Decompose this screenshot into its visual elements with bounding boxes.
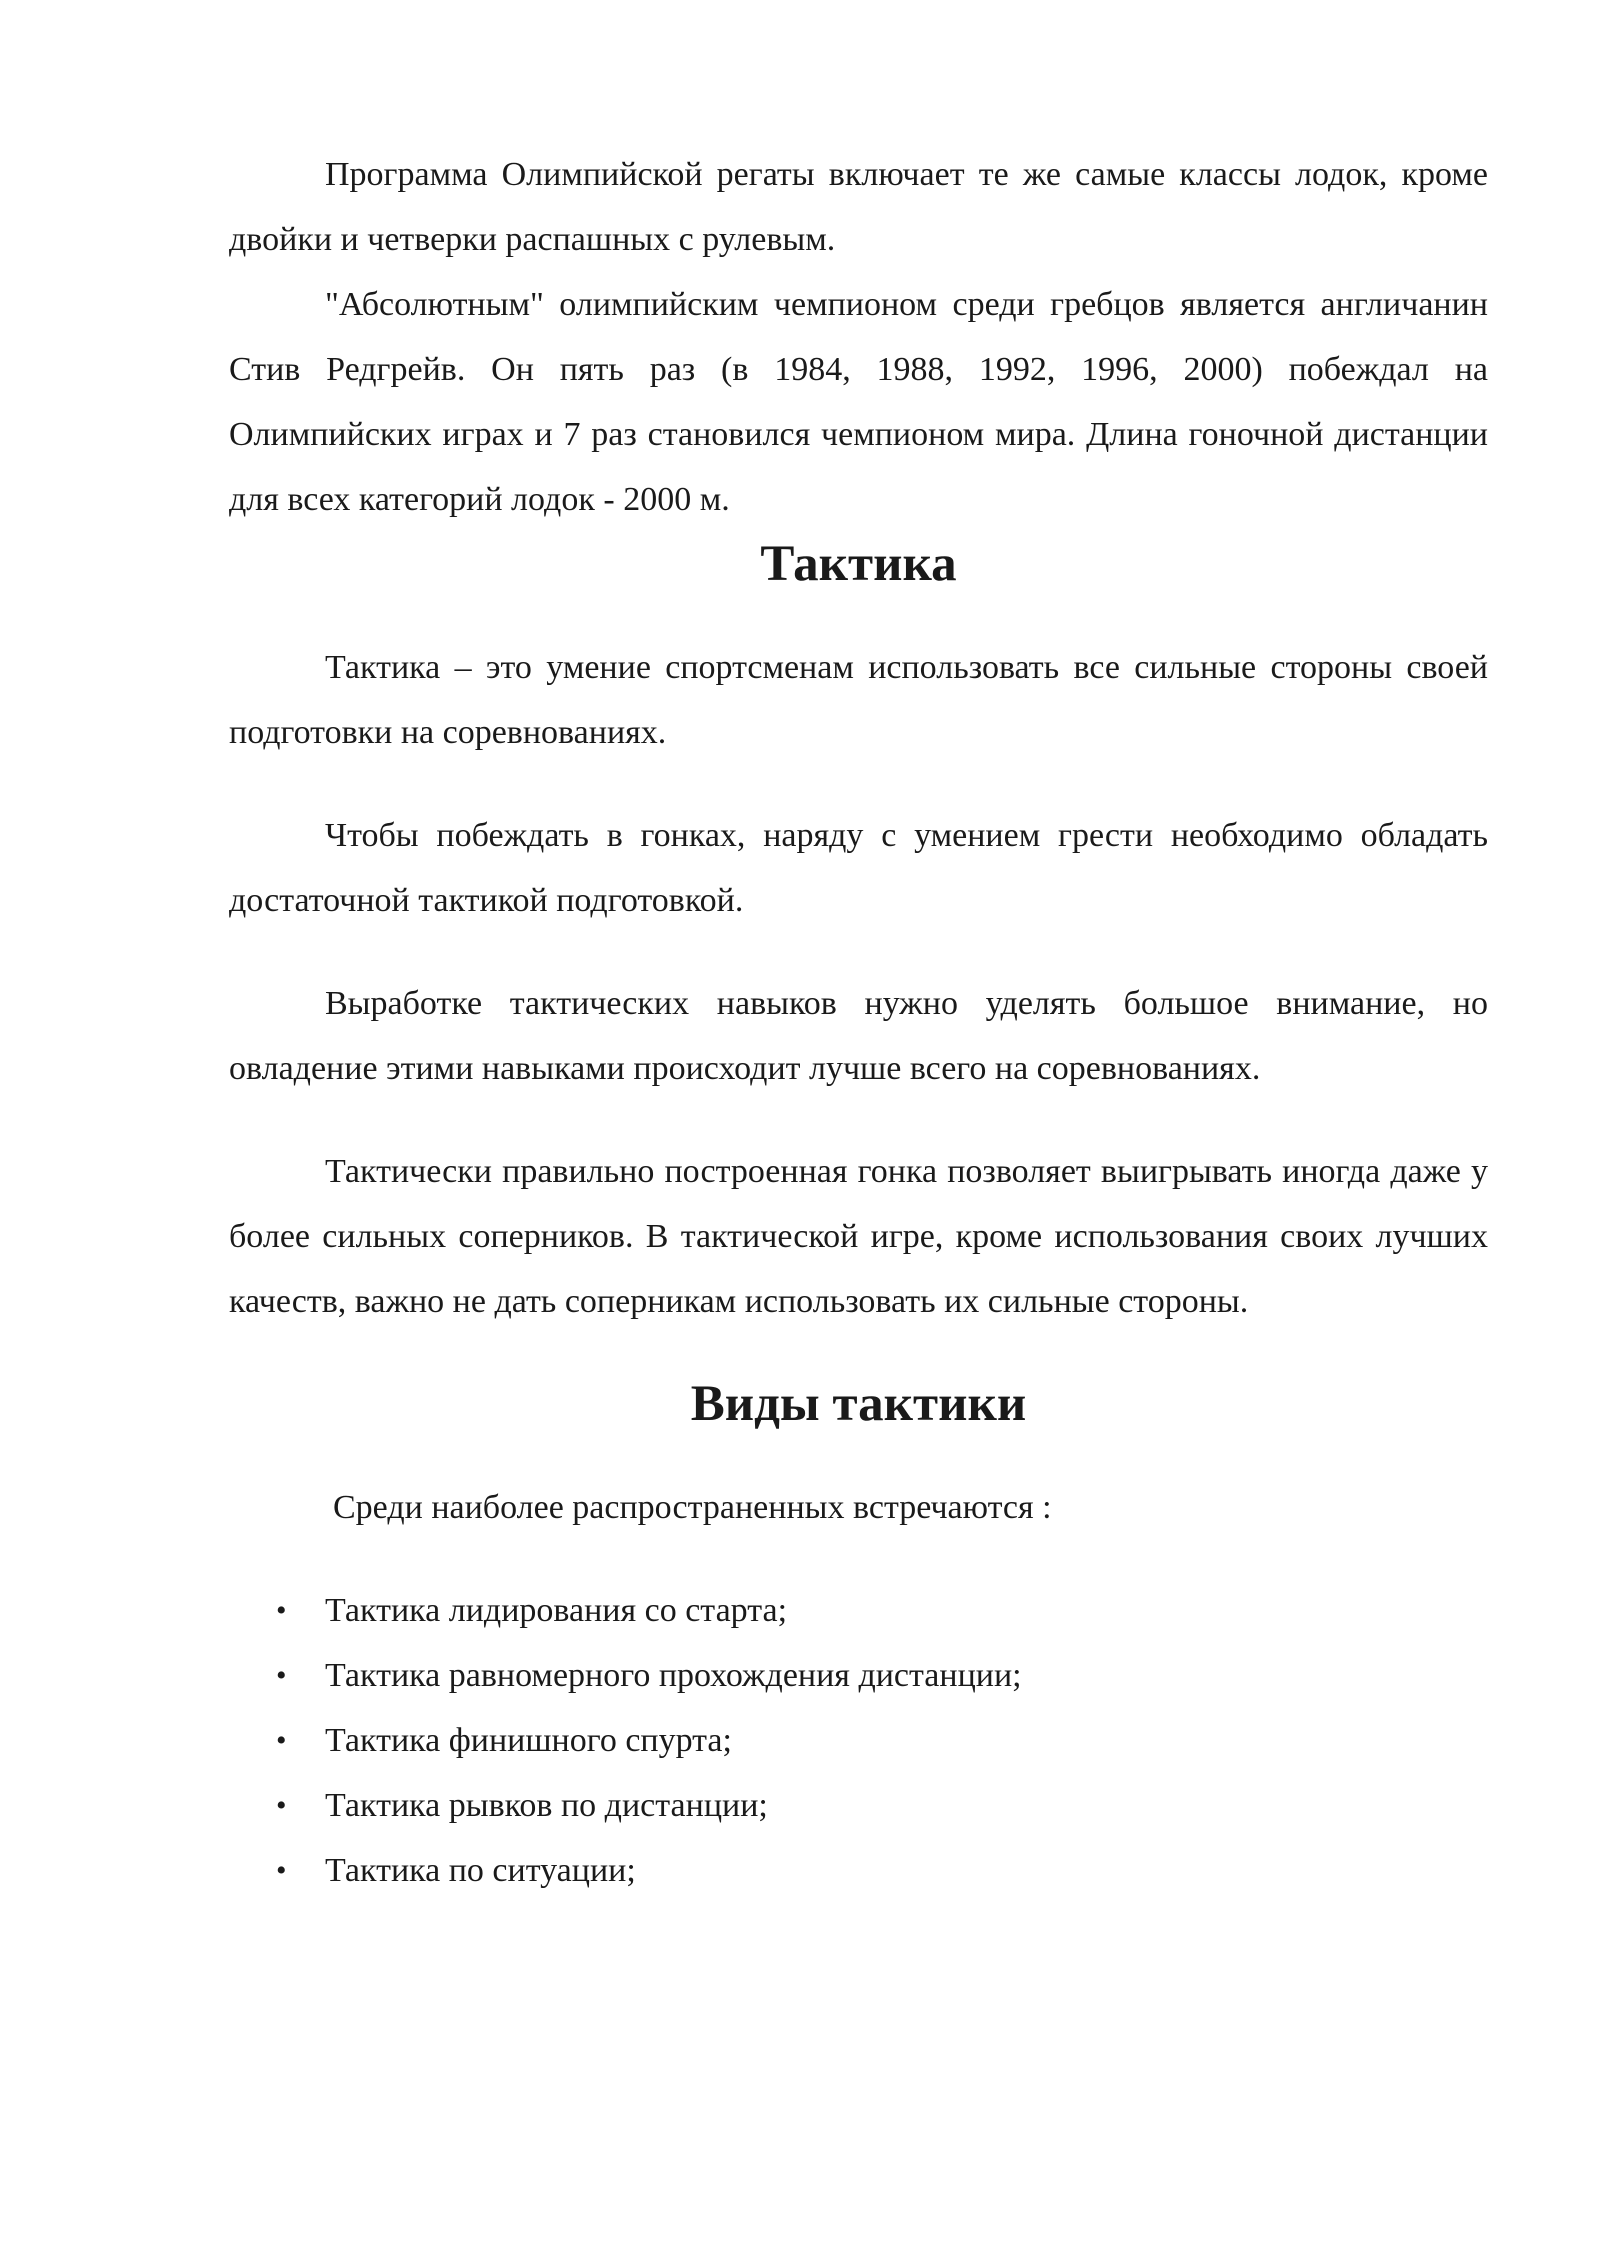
document-page <box>229 142 1488 1903</box>
intro-paragraph-1: Программа Олимпийской регаты включает те же самые классы лодок, кроме двойки и четверки распашных с рулевым. <box>229 156 1488 258</box>
bullet-icon: • <box>276 1724 287 1757</box>
bullet-icon: • <box>276 1789 287 1822</box>
bullet-icon: • <box>276 1854 287 1887</box>
list-item-text: Тактика рывков по дистанции; <box>325 1787 768 1824</box>
tactics-list <box>229 1578 1488 1903</box>
list-item-text: Тактика равномерного прохождения дистанции; <box>325 1657 1022 1694</box>
bullet-icon: • <box>276 1594 287 1627</box>
tactics-paragraph-1: Тактика – это умение спортсменам использовать все сильные стороны своей подготовки на соревнованиях. <box>229 649 1488 751</box>
list-item <box>229 1838 1488 1903</box>
list-item-text: Тактика по ситуации; <box>325 1852 636 1889</box>
tactics-paragraph-4: Тактически правильно построенная гонка позволяет выигрывать иногда даже у более сильных соперников. В тактической игре, кроме использования своих лучших качеств, важно не дать соперникам использовать их сильные стороны. <box>229 1153 1488 1320</box>
list-item <box>229 1578 1488 1643</box>
list-intro: Среди наиболее распространенных встречаются : <box>333 1489 1052 1526</box>
list-item-text: Тактика лидирования со старта; <box>325 1592 788 1629</box>
tactics-paragraph-3: Выработке тактических навыков нужно уделять большое внимание, но овладение этими навыками происходит лучше всего на соревнованиях. <box>229 985 1488 1087</box>
list-item <box>229 1773 1488 1838</box>
tactics-paragraph-2: Чтобы побеждать в гонках, наряду с умением грести необходимо обладать достаточной тактикой подготовкой. <box>229 817 1488 919</box>
intro-paragraph-2: "Абсолютным" олимпийским чемпионом среди гребцов является англичанин Стив Редгрейв. Он пять раз (в 1984, 1988, 1992, 1996, 2000) побеждал на Олимпийских играх и 7 раз становился чемпионом мира. Длина гоночной дистанции для всех категорий лодок - 2000 м. <box>229 286 1488 518</box>
section-heading-tactics: Тактика <box>760 536 957 592</box>
list-item-text: Тактика финишного спурта; <box>325 1722 732 1759</box>
bullet-icon: • <box>276 1659 287 1692</box>
section-heading-tactic-types: Виды тактики <box>690 1376 1027 1432</box>
list-item <box>229 1708 1488 1773</box>
list-item <box>229 1643 1488 1708</box>
